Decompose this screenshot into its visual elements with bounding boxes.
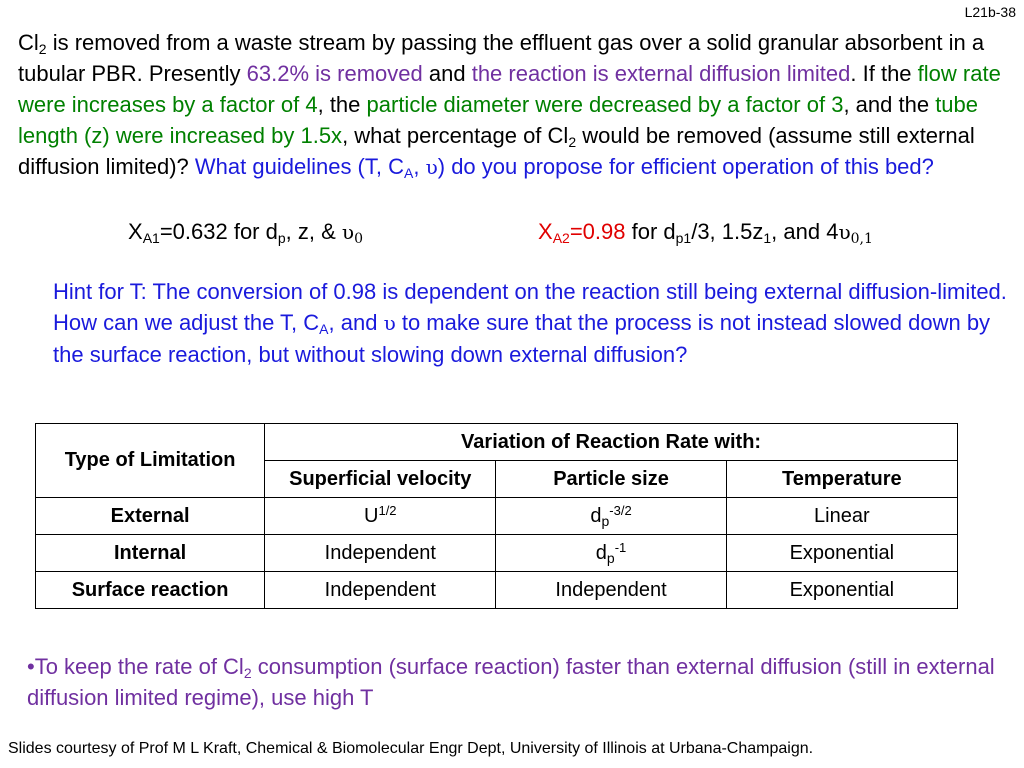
table-row [36, 498, 958, 535]
cell-temperature: Linear [726, 498, 957, 535]
cell-velocity: Independent [265, 572, 496, 609]
tube-length-highlight: tube length (z) were increased by 1.5x [18, 92, 979, 148]
table-header-row [36, 424, 958, 461]
cell-particle-size: Independent [496, 572, 726, 609]
column-header-temperature: Temperature [726, 461, 957, 498]
cell-particle-size: $d_p^{-1}$ [496, 535, 726, 572]
cell-particle-size: $d_p^{-3/2}$ [496, 498, 726, 535]
guidelines-question: What guidelines (T, $C_A$, υ) do you propose for efficient operation of this bed? [194, 154, 934, 181]
cell-velocity: Independent [265, 535, 496, 572]
slide-credit: Slides courtesy of Prof M L Kraft, Chemical & Biomolecular Engr Dept, University of Illinois at Urbana-Champaign. [8, 740, 814, 757]
row-label-surface-reaction: Surface reaction [36, 572, 265, 609]
conversion-initial: $X_{A1}=0.632$ for $d_p$, z, & $\upsilon_0$ [128, 219, 363, 247]
problem-statement: $Cl_2$ is removed from a waste stream by passing the effluent gas over a solid granular absorbent in a tubular PBR. Presently 63.2% is removed and the reaction is external diffusion limited. If the flow rate were increases by a factor of 4, the particle diameter were decreased by a factor of 3, and the tube length (z) were increased by 1.5x, what percentage of $Cl_2$ would be removed (assume still external diffusion limited)? What guidelines (T, $C_A$, υ) do you propose for efficient operation of this bed? [18, 30, 1001, 181]
conversion-new-value: $X_{A2}=0.98$ [538, 219, 626, 246]
row-label-internal: Internal [36, 535, 265, 572]
cell-velocity: $U^{1/2}$ [265, 498, 496, 535]
table-row [36, 572, 958, 609]
flow-rate-highlight: flow rate were increases by a factor of 4 [18, 61, 1001, 117]
table-row [36, 535, 958, 572]
cell-temperature: Exponential [726, 572, 957, 609]
column-header-particle-size: Particle size [496, 461, 726, 498]
bullet-mark: • [27, 654, 35, 679]
limitation-table [35, 423, 958, 609]
column-header-velocity: Superficial velocity [265, 461, 496, 498]
hint-text: Hint for T: The conversion of 0.98 is dependent on the reaction still being external diffusion-limited. How can we adjust the T, $C_A$, and υ to make sure that the process is not instead slowed down by the surface reaction, but without slowing down external diffusion? [53, 279, 1007, 367]
conversion-new: $X_{A2}=0.98$ for $d_{p1}/3$, $1.5z_1$, and $4\upsilon_{0,1}$ [538, 219, 873, 247]
conclusion-bullet: •To keep the rate of $Cl_2$ consumption (surface reaction) faster than external diffusion (still in external diffusion limited regime), use high T [27, 654, 995, 710]
particle-diameter-highlight: particle diameter were decreased by a factor of 3 [366, 92, 844, 117]
slide-number: L21b-38 [964, 4, 1016, 20]
current-removal-highlight: 63.2% is removed [246, 61, 423, 86]
type-of-limitation-header: Type of Limitation [36, 424, 265, 498]
row-label-external: External [36, 498, 265, 535]
variation-header: Variation of Reaction Rate with: [265, 424, 958, 461]
external-limited-highlight: the reaction is external diffusion limited [471, 61, 851, 86]
cell-temperature: Exponential [726, 535, 957, 572]
